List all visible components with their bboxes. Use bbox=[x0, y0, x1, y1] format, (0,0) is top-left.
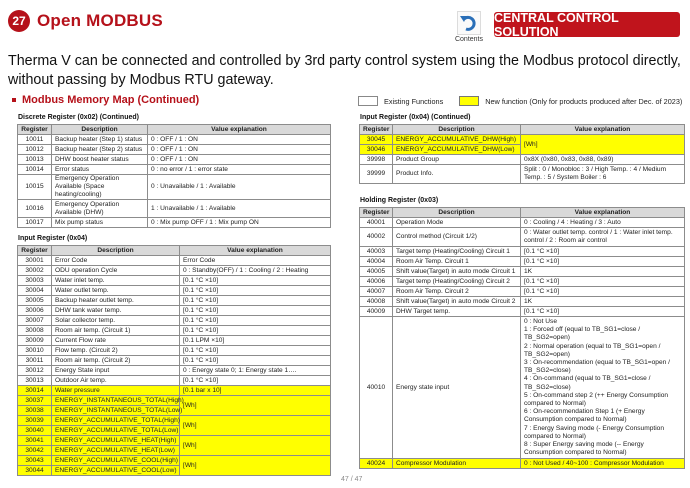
table-row bbox=[18, 175, 331, 200]
description-cell: Emergency Operation Available (DHW) bbox=[52, 200, 148, 218]
value-cell: [0.1 °C ×10] bbox=[180, 376, 331, 386]
description-cell: Error status bbox=[52, 165, 148, 175]
register-cell: 10016 bbox=[18, 200, 52, 218]
value-cell: 1K bbox=[521, 297, 685, 307]
description-cell: Mix pump status bbox=[52, 218, 148, 228]
value-cell: [0.1 °C ×10] bbox=[180, 276, 331, 286]
discrete-register-caption: Discrete Register (0x02) (Continued) bbox=[18, 114, 139, 121]
register-cell: 40001 bbox=[360, 218, 393, 228]
register-cell: 40008 bbox=[360, 297, 393, 307]
value-cell: [Wh] bbox=[180, 416, 331, 436]
description-cell: ENERGY_ACCUMULATIVE_COOL(Low) bbox=[52, 466, 180, 476]
description-cell: DHW boost heater status bbox=[52, 155, 148, 165]
value-cell: [Wh] bbox=[521, 135, 685, 155]
table-row bbox=[18, 145, 331, 155]
value-cell: 0x8X (0x80, 0x83, 0x88, 0x89) bbox=[521, 155, 685, 165]
register-cell: 10011 bbox=[18, 135, 52, 145]
value-cell: [Wh] bbox=[180, 436, 331, 456]
table-row bbox=[18, 286, 331, 296]
subheading-text: Modbus Memory Map (Continued) bbox=[22, 94, 200, 106]
description-cell: Flow temp. (Circuit 2) bbox=[52, 346, 180, 356]
register-cell: 10013 bbox=[18, 155, 52, 165]
register-cell: 39999 bbox=[360, 165, 393, 184]
description-cell: Outdoor Air temp. bbox=[52, 376, 180, 386]
legend-new-swatch bbox=[459, 96, 479, 106]
value-cell: 0 : Standby(OFF) / 1 : Cooling / 2 : Heating bbox=[180, 266, 331, 276]
section-number-badge: 27 bbox=[8, 10, 30, 32]
bullet-square-icon bbox=[12, 98, 16, 102]
table-row bbox=[18, 326, 331, 336]
table-row-new bbox=[360, 135, 685, 145]
register-cell: 30008 bbox=[18, 326, 52, 336]
table-row bbox=[18, 306, 331, 316]
value-cell: [0.1 °C ×10] bbox=[521, 287, 685, 297]
energy-state-option: 1 : Forced off (equal to TB_SG1=close / TB_SG2=open) bbox=[524, 326, 641, 342]
description-cell: Water inlet temp. bbox=[52, 276, 180, 286]
description-cell: Water outlet temp. bbox=[52, 286, 180, 296]
col-description: Description bbox=[52, 125, 148, 135]
table-row bbox=[360, 287, 685, 297]
register-cell: 30041 bbox=[18, 436, 52, 446]
register-cell: 40007 bbox=[360, 287, 393, 297]
table-row bbox=[18, 256, 331, 266]
contents-button[interactable] bbox=[452, 11, 486, 45]
value-cell: 0 : Energy state 0; 1: Energy state 1…. bbox=[180, 366, 331, 376]
energy-state-option: 7 : Energy Saving mode (- Energy Consumption compared to Normal) bbox=[524, 424, 665, 440]
description-cell: Backup heater (Step 2) status bbox=[52, 145, 148, 155]
undo-arrow-icon bbox=[457, 11, 481, 35]
table-row bbox=[360, 155, 685, 165]
energy-state-option: 3 : On-recommendation (equal to TB_SG1=open / TB_SG2=close) bbox=[524, 359, 670, 375]
description-cell: ENERGY_ACCUMULATIVE_HEAT(Low) bbox=[52, 446, 180, 456]
col-register: Register bbox=[360, 125, 393, 135]
register-cell: 30013 bbox=[18, 376, 52, 386]
register-cell: 30010 bbox=[18, 346, 52, 356]
description-cell: DHW Target temp. bbox=[393, 307, 521, 317]
value-cell: Split : 0 / Monobloc : 3 / High Temp. : 4 / Medium Temp. : 5 / System Boiler : 6 bbox=[521, 165, 685, 184]
contents-label: Contents bbox=[454, 36, 484, 43]
value-cell: 0 : Water outlet temp. control / 1 : Water inlet temp. control / 2 : Room air control bbox=[521, 228, 685, 247]
table-row bbox=[360, 165, 685, 184]
description-cell: Error Code bbox=[52, 256, 180, 266]
value-cell: 0 : Unavailable / 1 : Available bbox=[148, 175, 331, 200]
table-row bbox=[18, 135, 331, 145]
page-number: 47 / 47 bbox=[341, 476, 363, 483]
table-row bbox=[18, 200, 331, 218]
table-row bbox=[18, 316, 331, 326]
table-row-new bbox=[360, 459, 685, 469]
description-cell: Target temp (Heating/Cooling) Circuit 1 bbox=[393, 247, 521, 257]
description-cell: Water pressure bbox=[52, 386, 180, 396]
register-cell: 30038 bbox=[18, 406, 52, 416]
table-row bbox=[18, 218, 331, 228]
value-cell: [0.1 °C ×10] bbox=[180, 286, 331, 296]
register-cell: 30037 bbox=[18, 396, 52, 406]
register-cell: 30042 bbox=[18, 446, 52, 456]
value-cell: Error Code bbox=[180, 256, 331, 266]
table-row bbox=[360, 277, 685, 287]
value-cell: 1 : Unavailable / 1 : Available bbox=[148, 200, 331, 218]
page-header bbox=[8, 10, 163, 32]
table-row-new bbox=[18, 436, 331, 446]
register-cell: 40002 bbox=[360, 228, 393, 247]
table-row bbox=[18, 376, 331, 386]
description-cell: Compressor Modulation bbox=[393, 459, 521, 469]
description-cell: Solar collector temp. bbox=[52, 316, 180, 326]
central-control-solution-button[interactable]: CENTRAL CONTROL SOLUTION bbox=[494, 12, 680, 37]
table-row bbox=[360, 317, 685, 459]
energy-state-option: 4 : On-command (equal to TB_SG1=close / TB_SG2=close) bbox=[524, 375, 651, 391]
description-cell: ODU operation Cycle bbox=[52, 266, 180, 276]
description-cell: Current Flow rate bbox=[52, 336, 180, 346]
description-cell: Energy state input bbox=[393, 317, 521, 459]
table-row bbox=[360, 307, 685, 317]
holding-register-caption: Holding Register (0x03) bbox=[360, 197, 439, 204]
energy-state-option: 2 : Normal operation (equal to TB_SG1=open / TB_SG2=open) bbox=[524, 342, 661, 358]
register-cell: 40005 bbox=[360, 267, 393, 277]
description-cell: ENERGY_ACCUMULATIVE_TOTAL(Low) bbox=[52, 426, 180, 436]
register-cell: 30012 bbox=[18, 366, 52, 376]
register-cell: 30009 bbox=[18, 336, 52, 346]
register-cell: 30005 bbox=[18, 296, 52, 306]
register-cell: 40024 bbox=[360, 459, 393, 469]
input-register-cont-table bbox=[359, 124, 685, 184]
description-cell: Room Air Temp. Circuit 1 bbox=[393, 257, 521, 267]
description-cell: Shift value(Target) in auto mode Circuit 2 bbox=[393, 297, 521, 307]
register-cell: 30014 bbox=[18, 386, 52, 396]
description-cell: ENERGY_ACCUMULATIVE_HEAT(High) bbox=[52, 436, 180, 446]
col-value: Value explanation bbox=[521, 208, 685, 218]
table-row-new bbox=[18, 456, 331, 466]
table-row bbox=[18, 336, 331, 346]
table-row bbox=[360, 218, 685, 228]
register-cell: 30045 bbox=[360, 135, 393, 145]
description-cell: Room air temp. (Circuit 1) bbox=[52, 326, 180, 336]
register-cell: 30039 bbox=[18, 416, 52, 426]
description-cell: ENERGY_ACCUMULATIVE_DHW(Low) bbox=[393, 145, 521, 155]
value-cell: 0 : Not Used / 40~100 : Compressor Modulation bbox=[521, 459, 685, 469]
table-row-new bbox=[18, 416, 331, 426]
description-cell: Product Group bbox=[393, 155, 521, 165]
register-cell: 30003 bbox=[18, 276, 52, 286]
register-cell: 30002 bbox=[18, 266, 52, 276]
value-cell: 1K bbox=[521, 267, 685, 277]
description-cell: Backup heater (Step 1) status bbox=[52, 135, 148, 145]
legend-new-label: New function (Only for products produced after Dec. of 2023) bbox=[485, 96, 683, 106]
register-cell: 30006 bbox=[18, 306, 52, 316]
register-cell: 30040 bbox=[18, 426, 52, 436]
value-cell: [0.1 °C ×10] bbox=[180, 306, 331, 316]
table-row-new bbox=[18, 386, 331, 396]
description-cell: Operation Mode bbox=[393, 218, 521, 228]
col-value: Value explanation bbox=[521, 125, 685, 135]
table-row bbox=[18, 155, 331, 165]
register-cell: 40010 bbox=[360, 317, 393, 459]
col-description: Description bbox=[393, 208, 521, 218]
table-row bbox=[18, 366, 331, 376]
table-row-new bbox=[18, 396, 331, 406]
discrete-register-table bbox=[17, 124, 331, 228]
value-cell bbox=[521, 317, 685, 459]
value-cell: 0 : OFF / 1 : ON bbox=[148, 155, 331, 165]
col-description: Description bbox=[52, 246, 180, 256]
value-cell: [0.1 LPM ×10] bbox=[180, 336, 331, 346]
description-cell: Product Info. bbox=[393, 165, 521, 184]
input-register-caption: Input Register (0x04) bbox=[18, 235, 88, 242]
value-cell: [0.1 °C ×10] bbox=[521, 247, 685, 257]
table-row bbox=[360, 257, 685, 267]
col-register: Register bbox=[18, 246, 52, 256]
description-cell: Emergency Operation Available (Space heating/cooling) bbox=[52, 175, 148, 200]
description-cell: Backup heater outlet temp. bbox=[52, 296, 180, 306]
register-cell: 30011 bbox=[18, 356, 52, 366]
col-value: Value explanation bbox=[180, 246, 331, 256]
register-cell: 30007 bbox=[18, 316, 52, 326]
register-cell: 10014 bbox=[18, 165, 52, 175]
table-row bbox=[360, 247, 685, 257]
legend-existing-swatch bbox=[358, 96, 378, 106]
register-cell: 40003 bbox=[360, 247, 393, 257]
table-row bbox=[360, 297, 685, 307]
value-cell: 0 : no error / 1 : error state bbox=[148, 165, 331, 175]
register-cell: 30043 bbox=[18, 456, 52, 466]
table-row bbox=[360, 267, 685, 277]
table-row bbox=[18, 346, 331, 356]
energy-state-option: 0 : Not Use bbox=[524, 318, 557, 325]
col-register: Register bbox=[18, 125, 52, 135]
value-cell: [0.1 °C ×10] bbox=[180, 346, 331, 356]
register-cell: 30044 bbox=[18, 466, 52, 476]
page-title: Open MODBUS bbox=[37, 11, 163, 30]
col-register: Register bbox=[360, 208, 393, 218]
register-cell: 30004 bbox=[18, 286, 52, 296]
register-cell: 10017 bbox=[18, 218, 52, 228]
intro-text: Therma V can be connected and controlled by 3rd party control system using the Modbus protocol directly, without passing by Modbus RTU gateway. bbox=[8, 53, 681, 88]
description-cell: Room air temp. (Circuit 2) bbox=[52, 356, 180, 366]
table-row bbox=[18, 165, 331, 175]
register-cell: 10012 bbox=[18, 145, 52, 155]
holding-register-table bbox=[359, 207, 685, 469]
legend-existing-label: Existing Functions bbox=[384, 96, 444, 106]
value-cell: [0.1 °C ×10] bbox=[180, 316, 331, 326]
description-cell: ENERGY_INSTANTANEOUS_TOTAL(Low) bbox=[52, 406, 180, 416]
value-cell: [0.1 °C ×10] bbox=[180, 326, 331, 336]
value-cell: [Wh] bbox=[180, 396, 331, 416]
energy-state-option: 5 : On-command step 2 (++ Energy Consumption compared to Normal) bbox=[524, 391, 669, 408]
register-cell: 40004 bbox=[360, 257, 393, 267]
table-row bbox=[18, 266, 331, 276]
register-cell: 30046 bbox=[360, 145, 393, 155]
description-cell: Shift value(Target) in auto mode Circuit 1 bbox=[393, 267, 521, 277]
description-cell: DHW tank water temp. bbox=[52, 306, 180, 316]
register-cell: 40006 bbox=[360, 277, 393, 287]
value-cell: [Wh] bbox=[180, 456, 331, 476]
register-cell: 10015 bbox=[18, 175, 52, 200]
input-register-cont-caption: Input Register (0x04) (Continued) bbox=[360, 114, 471, 121]
value-cell: [0.1 bar x 10] bbox=[180, 386, 331, 396]
value-cell: 0 : OFF / 1 : ON bbox=[148, 135, 331, 145]
col-value: Value explanation bbox=[148, 125, 331, 135]
description-cell: ENERGY_ACCUMULATIVE_DHW(High) bbox=[393, 135, 521, 145]
value-cell: [0.1 °C ×10] bbox=[521, 277, 685, 287]
description-cell: Room Air Temp. Circuit 2 bbox=[393, 287, 521, 297]
register-cell: 30001 bbox=[18, 256, 52, 266]
value-cell: [0.1 °C ×10] bbox=[521, 307, 685, 317]
description-cell: Energy State input bbox=[52, 366, 180, 376]
description-cell: ENERGY_INSTANTANEOUS_TOTAL(High) bbox=[52, 396, 180, 406]
table-row bbox=[18, 296, 331, 306]
value-cell: 0 : Mix pump OFF / 1 : Mix pump ON bbox=[148, 218, 331, 228]
value-cell: 0 : Cooling / 4 : Heating / 3 : Auto bbox=[521, 218, 685, 228]
legend bbox=[358, 96, 682, 106]
register-cell: 40009 bbox=[360, 307, 393, 317]
section-subheading bbox=[8, 94, 199, 106]
description-cell: ENERGY_ACCUMULATIVE_TOTAL(High) bbox=[52, 416, 180, 426]
table-row bbox=[360, 228, 685, 247]
description-cell: ENERGY_ACCUMULATIVE_COOL(High) bbox=[52, 456, 180, 466]
col-description: Description bbox=[393, 125, 521, 135]
value-cell: [0.1 °C ×10] bbox=[521, 257, 685, 267]
table-row bbox=[18, 276, 331, 286]
table-row bbox=[18, 356, 331, 366]
description-cell: Target temp (Heating/Cooling) Circuit 2 bbox=[393, 277, 521, 287]
input-register-table bbox=[17, 245, 331, 476]
energy-state-option: 8 : Super Energy saving mode (-- Energy Consumption compared to Normal) bbox=[524, 441, 644, 457]
description-cell: Control method (Circuit 1/2) bbox=[393, 228, 521, 247]
register-cell: 39998 bbox=[360, 155, 393, 165]
energy-state-option: 6 : On-recommendation Step 1 (+ Energy Consumption compared to Normal) bbox=[524, 408, 645, 424]
value-cell: [0.1 °C ×10] bbox=[180, 356, 331, 366]
value-cell: [0.1 °C ×10] bbox=[180, 296, 331, 306]
value-cell: 0 : OFF / 1 : ON bbox=[148, 145, 331, 155]
